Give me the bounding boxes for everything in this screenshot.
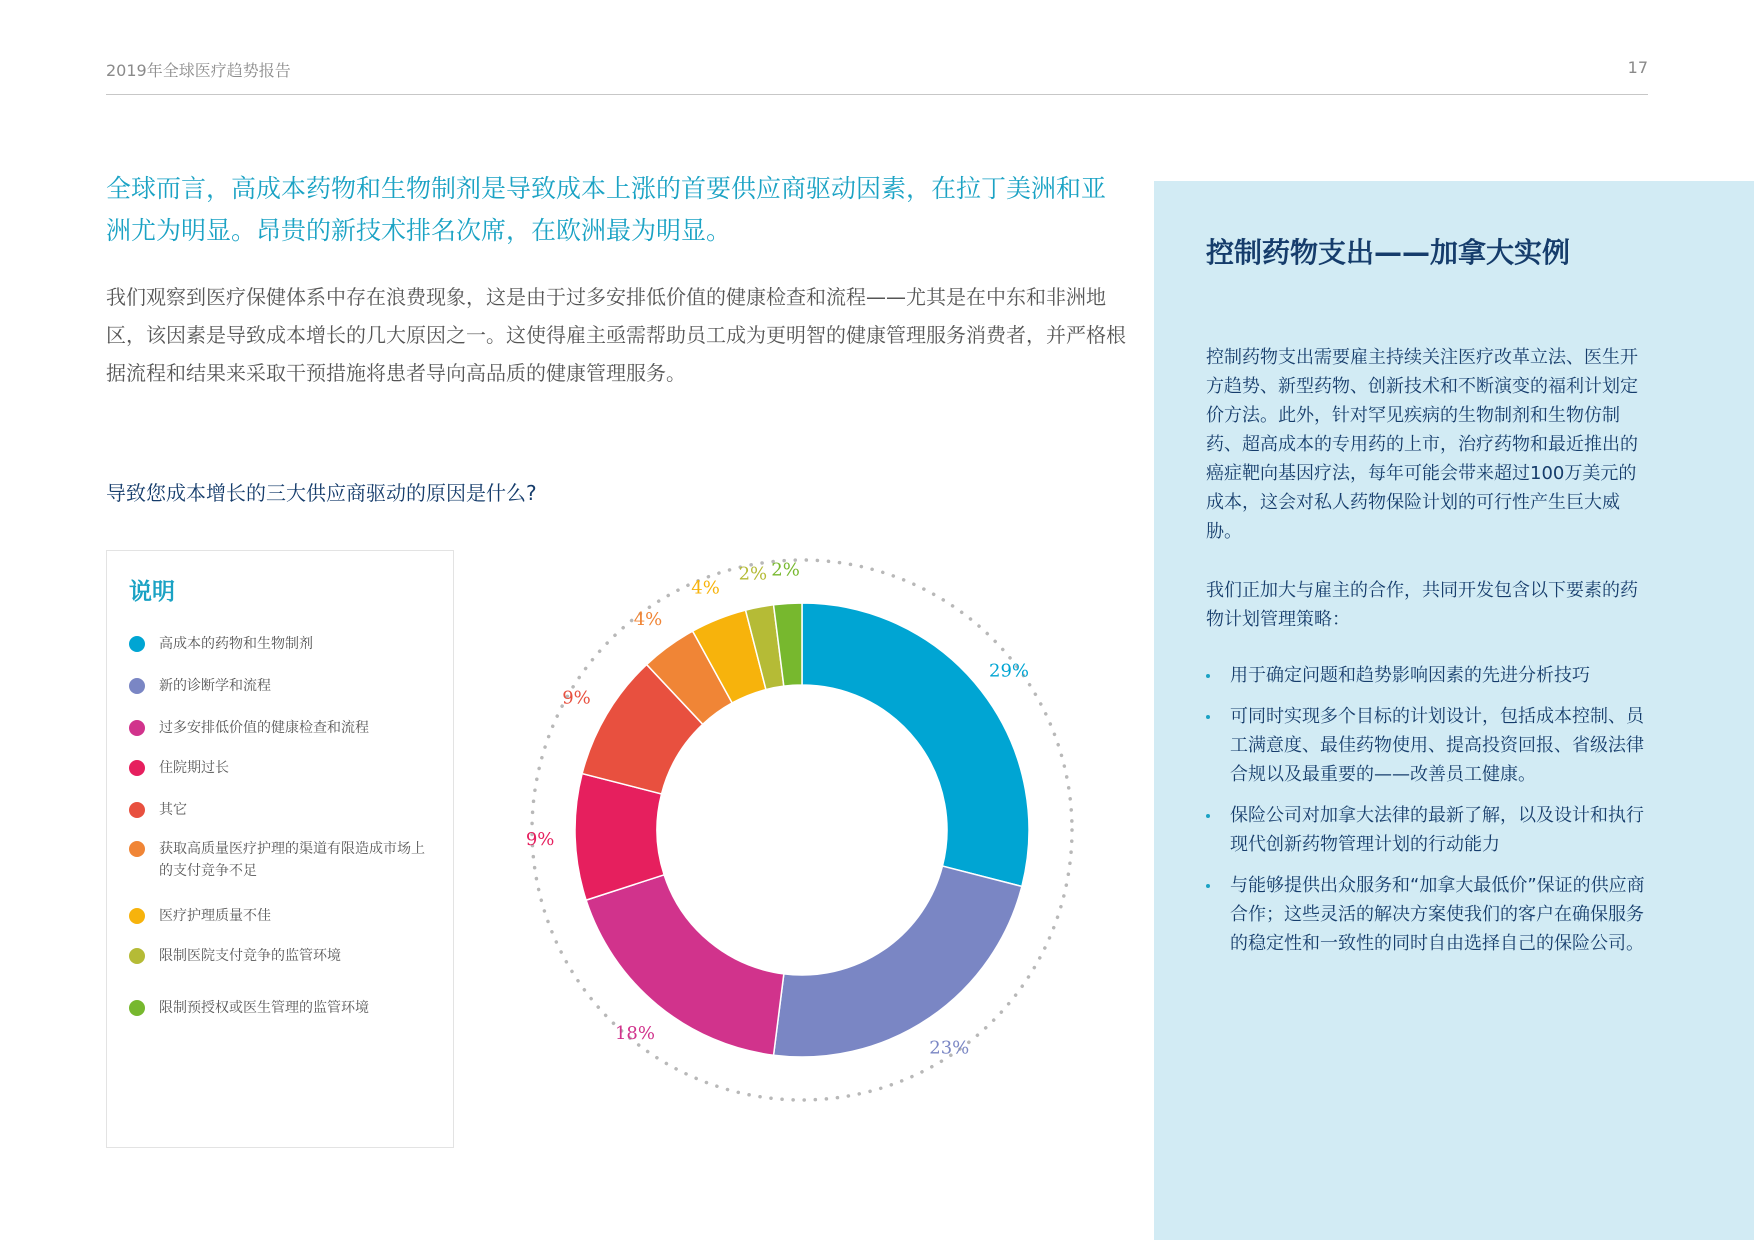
bullet-icon — [1206, 884, 1210, 888]
legend-dot — [129, 841, 145, 857]
body-paragraph: 我们观察到医疗保健体系中存在浪费现象，这是由于过多安排低价值的健康检查和流程——尤其是在中东和非洲地区，该因素是导致成本增长的几大原因之一。这使得雇主亟需帮助员工成为更明智的健康管理服务消费者，并严格根据流程和结果来采取干预措施将患者导向高品质的健康管理服务。 — [106, 285, 1126, 385]
bullet-text: 可同时实现多个目标的计划设计，包括成本控制、员工满意度、最佳药物使用、提高投资回报、省级法律合规以及最重要的——改善员工健康。 — [1230, 706, 1644, 785]
slice-label: 4% — [633, 609, 663, 631]
headline: 全球而言，高成本药物和生物制剂是导致成本上涨的首要供应商驱动因素，在拉丁美洲和亚洲尤为明显。昂贵的新技术排名次席，在欧洲最为明显。 — [106, 174, 1107, 245]
list-item — [1206, 702, 1656, 789]
header-title: 2019年全球医疗趋势报告 — [106, 61, 291, 80]
slice-label: 23% — [929, 1037, 970, 1059]
legend-dot — [129, 802, 145, 818]
legend-title: 说明 — [129, 579, 175, 605]
donut-slice — [802, 603, 1029, 886]
bullet-icon — [1206, 814, 1210, 818]
slice-label: 9% — [562, 687, 591, 709]
sidebar-panel — [1154, 181, 1754, 1240]
slice-label: 9% — [525, 829, 555, 851]
legend-label: 获取高质量医疗护理的渠道有限造成市场上的支付竞争不足 — [159, 841, 425, 879]
legend-dot — [129, 720, 145, 736]
list-item — [1206, 801, 1656, 859]
legend-label: 住院期过长 — [159, 760, 229, 776]
legend-label: 新的诊断学和流程 — [159, 678, 271, 694]
bullet-icon — [1206, 715, 1210, 719]
slice-label: 18% — [614, 1022, 656, 1044]
bullet-text: 用于确定问题和趋势影响因素的先进分析技巧 — [1230, 665, 1590, 686]
legend-dot — [129, 948, 145, 964]
slice-label: 2% — [738, 563, 768, 585]
bullet-text: 与能够提供出众服务和“加拿大最低价”保证的供应商合作；这些灵活的解决方案使我们的客户在确保服务的稳定性和一致性的同时自由选择自己的保险公司。 — [1230, 875, 1645, 954]
slice-label: 2% — [771, 559, 800, 581]
legend-label: 限制医院支付竞争的监管环境 — [159, 948, 341, 964]
sidebar-bullet-list — [1206, 661, 1656, 970]
header-divider — [106, 94, 1648, 95]
legend-dot — [129, 636, 145, 652]
legend-box — [106, 550, 454, 1148]
legend-dot — [129, 1000, 145, 1016]
legend-dot — [129, 908, 145, 924]
chart-question: 导致您成本增长的三大供应商驱动的原因是什么? — [106, 481, 537, 505]
sidebar-paragraph-2: 我们正加大与雇主的合作，共同开发包含以下要素的药物计划管理策略： — [1206, 580, 1638, 630]
legend-label: 医疗护理质量不佳 — [159, 908, 271, 924]
legend-dot — [129, 760, 145, 776]
list-item — [1206, 661, 1656, 690]
legend-label: 其它 — [159, 802, 187, 818]
legend-label: 限制预授权或医生管理的监管环境 — [159, 1000, 369, 1016]
slice-label: 29% — [989, 660, 1030, 682]
page-number: 17 — [1627, 58, 1648, 77]
legend-dot — [129, 678, 145, 694]
donut-chart — [500, 530, 1110, 1130]
legend-label: 高成本的药物和生物制剂 — [159, 636, 313, 652]
sidebar-title: 控制药物支出——加拿大实例 — [1206, 236, 1571, 269]
sidebar-paragraph-1: 控制药物支出需要雇主持续关注医疗改革立法、医生开方趋势、新型药物、创新技术和不断演变的福利计划定价方法。此外，针对罕见疾病的生物制剂和生物仿制药、超高成本的专用药的上市，治疗药物和最近推出的癌症靶向基因疗法，每年可能会带来超过100万美元的成本，这会对私人药物保险计划的可行性产生巨大威胁。 — [1206, 347, 1638, 542]
slice-label: 4% — [691, 577, 720, 599]
bullet-icon — [1206, 674, 1210, 678]
list-item — [1206, 871, 1656, 958]
legend-label: 过多安排低价值的健康检查和流程 — [159, 720, 369, 736]
bullet-text: 保险公司对加拿大法律的最新了解，以及设计和执行现代创新药物管理计划的行动能力 — [1230, 805, 1644, 855]
